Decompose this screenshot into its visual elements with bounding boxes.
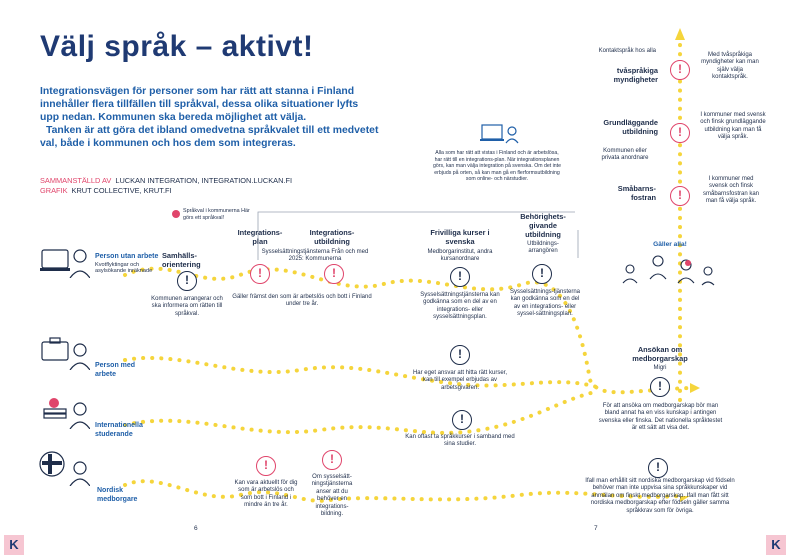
person-nordic: Nordisk medborgare xyxy=(97,487,138,503)
station-samhall-text: Kommunen arrangerar och ska informera om rätten till språkval. xyxy=(151,296,223,317)
person-employed: Person med arbete xyxy=(95,362,136,378)
krut-logo: K xyxy=(766,535,786,555)
station-samhall-title: Samhälls-orientering xyxy=(162,251,201,269)
nordic-flag-icon xyxy=(38,450,90,486)
alert-icon: ! xyxy=(648,458,668,478)
alert-icon: ! xyxy=(532,264,552,284)
grund-text: I kommuner med svensk och finsk grundläggande utbildning kan man få välja språk. xyxy=(700,112,766,141)
alert-icon-pink: ! xyxy=(670,123,690,143)
station-plan-text: Gäller främst den som är arbetslös och bott i Finland under tre år. xyxy=(232,294,372,308)
person-student: Internationella studerande xyxy=(95,422,143,438)
station-plan-title: Integrations-plan xyxy=(237,228,283,246)
small-title: Småbarns-fostran xyxy=(617,184,656,202)
info-box-text: Alla som har rätt att vistas i Finland och är arbetslösa, har rätt till en integrations-plan. När integrationsplanen görs, kan man välja integration på svenska. Om det inte erbjuds på orten, så kan man gå en flerformsutbildning som online- och närstudier. xyxy=(432,150,562,183)
station-behorighet-text: Sysselsättnings-tjänsterna kan godkänna som en del av en integrations- eller syssel-sättningsplan. xyxy=(509,289,581,318)
krut-logo: K xyxy=(4,535,24,555)
alert-icon-pink: ! xyxy=(324,264,344,284)
alert-icon-pink: ! xyxy=(322,450,342,470)
alert-icon: ! xyxy=(450,267,470,287)
kontakt-sub: Kontaktspråk hos alla xyxy=(598,48,656,54)
medborgarskap-sub: Migri xyxy=(653,365,667,371)
alert-icon-pink: ! xyxy=(670,186,690,206)
station-frivilliga-title: Frivilliga kurser i svenska xyxy=(430,228,490,246)
grund-title: Grundläggande utbildning xyxy=(603,118,658,136)
page-title: Välj språk – aktivt! xyxy=(40,30,314,63)
station-frivilliga-sub: Medborgarinstitut, andra kursanordnare xyxy=(427,249,493,263)
medborgarskap-text: För att ansöka om medborgarskap bör man bland annat ha en viss kunskap i antingen svenska eller finska. Det nationella språktestet är ett sätt att visa det. xyxy=(598,403,723,432)
small-text: I kommuner med svensk och finsk småbarnsfostran kan man få välja språk. xyxy=(702,176,760,205)
credit-graphic: GRAFIK KRUT COLLECTIVE, KRUT.FI xyxy=(40,186,172,195)
person-unemployed: Person utan arbete Kvotflyktingar och asylsökande inräknade xyxy=(95,253,159,275)
page-number-right: 7 xyxy=(594,525,598,532)
alert-icon: ! xyxy=(450,345,470,365)
alert-icon: ! xyxy=(650,377,670,397)
alert-icon-pink: ! xyxy=(256,456,276,476)
station-utbildning-title: Integrations-utbildning xyxy=(309,228,355,246)
kontakt-text: Med tvåspråkiga myndigheter kan man själv välja kontaktspråk. xyxy=(701,52,759,81)
station-behorighet-title: Behörighets-givande utbildning xyxy=(520,212,566,239)
legend-dot xyxy=(172,210,180,218)
alert-icon-pink: ! xyxy=(670,60,690,80)
legend-text: Språkval i kommunerna Här görs ett språkval! xyxy=(183,208,250,222)
credit-compiled: SAMMANSTÄLLD AV LUCKAN INTEGRATION, INTEGRATION.LUCKAN.FI xyxy=(40,176,293,185)
intro-text xyxy=(40,85,380,150)
station-frivilliga-text: Sysselsättningstjänsterna kan godkänna som en del av en integrations- eller sysselsättningsplan. xyxy=(420,292,500,321)
group-icon xyxy=(618,253,718,293)
briefcase-icon xyxy=(40,336,90,370)
alert-icon: ! xyxy=(452,410,472,430)
station-nordisk1-text: Kan vara aktuellt för dig som är arbetslös och som bott i Finland i mindre än tre år. xyxy=(234,480,298,509)
intro-paragraph: Integrationsvägen för personer som har rätt att stanna i Finland innehåller flera tillfällen till språkval, dessa olika situationer lyfts upp nedan. Kommunen ska bereda möjlighet att välja. xyxy=(40,86,359,123)
galler-alla: Gäller alla! xyxy=(653,241,687,248)
medborgarskap-title: Ansökan om medborgarskap xyxy=(632,345,688,363)
nordisk-medborgarskap-text: Ifall man erhållit sitt nordiska medborgarskap vid födseln behöver man inte uppvisa sina språkkunskaper vid anmälan om finskt medborgarskap. Ifall man fått sitt nordiska medborgarskap efter födseln gäller samma språkkrav som för övriga. xyxy=(585,478,735,514)
grund-sub: Kommunen eller privata anordnare xyxy=(601,148,649,162)
station-nordisk2-text: Om sysselsätt-ningstjänsterna anser att du behöver en integrations-bildning. xyxy=(311,474,353,518)
alert-icon-pink: ! xyxy=(250,264,270,284)
laptop-icon xyxy=(40,246,90,278)
page-number-left: 6 xyxy=(194,525,198,532)
intro-paragraph-2: Tanken är att göra det ibland omedvetna språkvalet till ett medvetet val, både i kommunen och hos dem som integreras. xyxy=(40,125,379,149)
station-studerande-text: Kan oftast ta språkkurser i samband med sina studier. xyxy=(405,434,515,448)
kontakt-title: tvåspråkiga myndigheter xyxy=(613,66,658,84)
station-behorighet-sub: Utbildnings-arrangören xyxy=(527,241,559,255)
station-arbete-text: Har eget ansvar att hitta rätt kurser, kan till exempel erbjudas av arbetsgivaren. xyxy=(412,370,508,391)
computer-icon xyxy=(480,123,520,147)
apple-books-icon xyxy=(40,395,90,429)
station-plan-sub: Sysselsättningstjänsterna Från och med 2025: Kommunerna xyxy=(261,249,369,263)
alert-icon: ! xyxy=(177,271,197,291)
